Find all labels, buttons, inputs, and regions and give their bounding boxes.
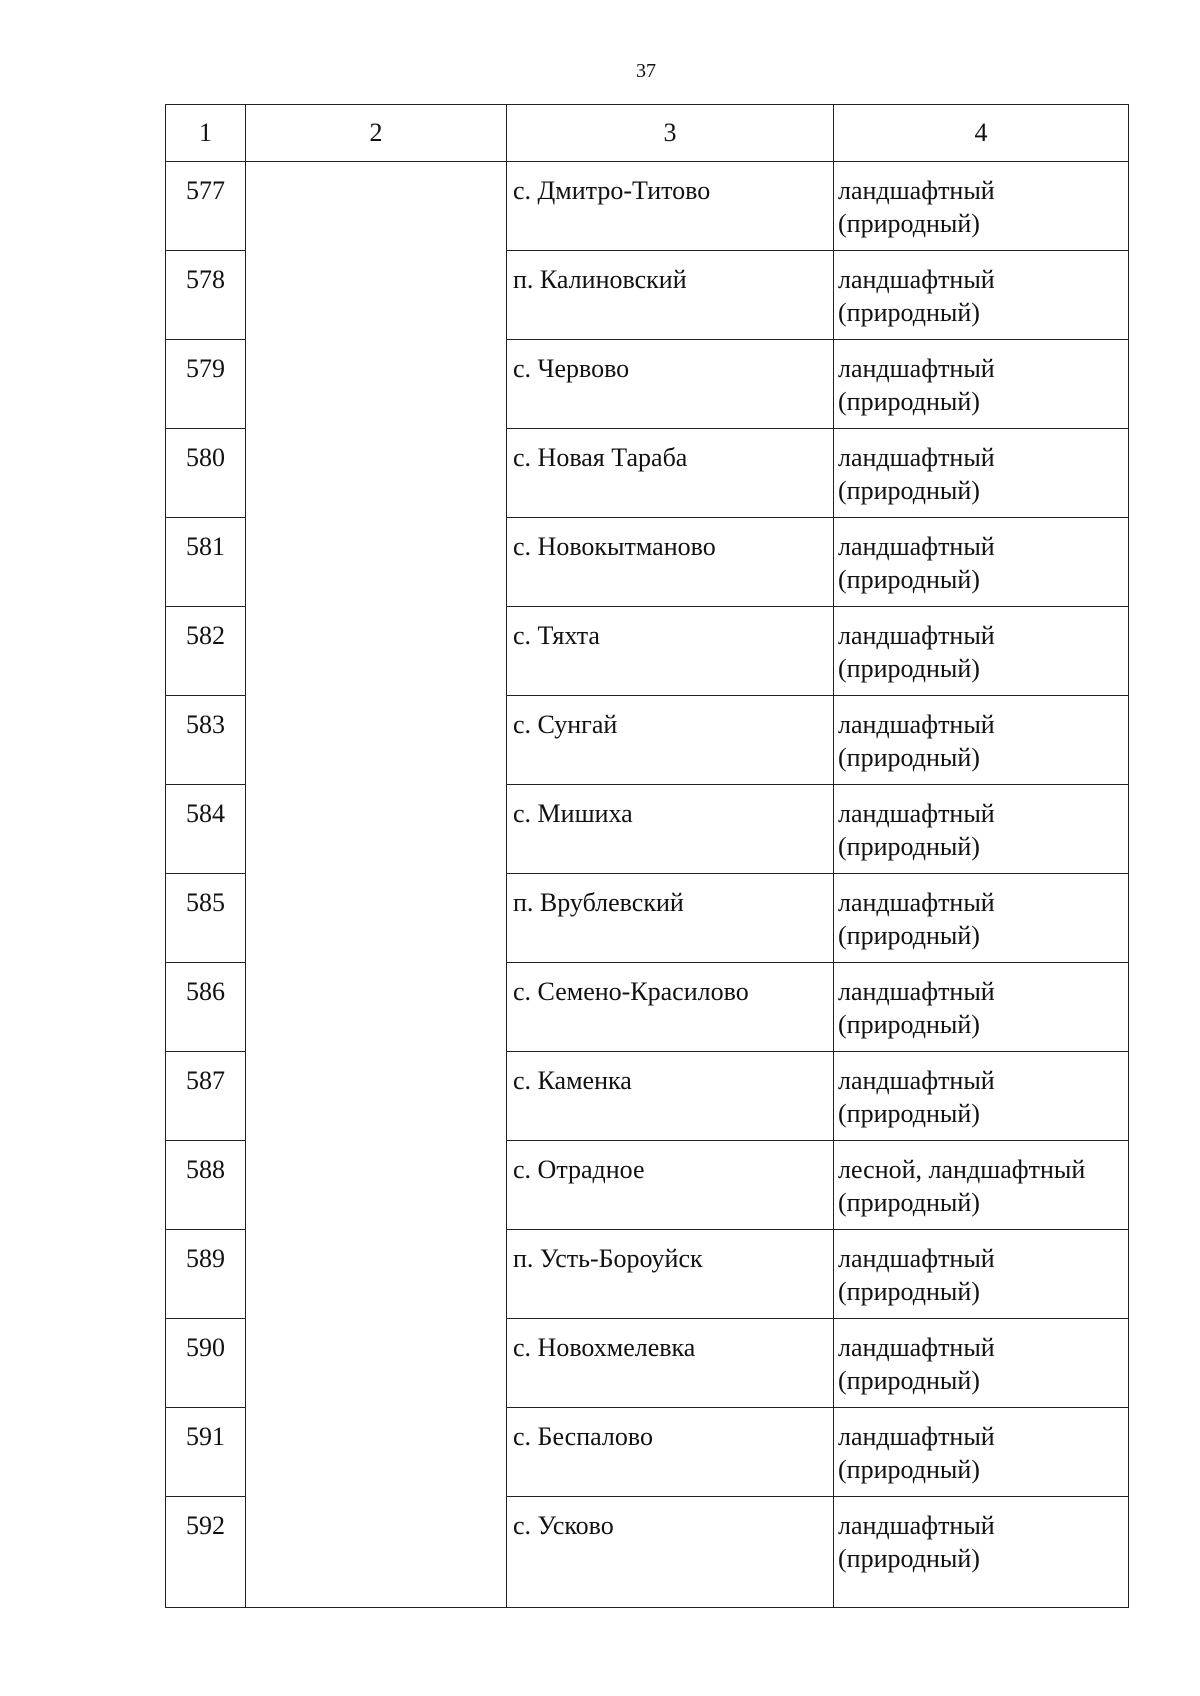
landscape-type-line1: ландшафтный	[838, 888, 995, 917]
table-row	[166, 518, 1129, 607]
row-number: 581	[166, 518, 246, 607]
row-col2-cell	[246, 607, 507, 696]
row-number: 585	[166, 874, 246, 963]
landscape-type-line1: ландшафтный	[838, 1422, 995, 1451]
settlement-name: с. Отрадное	[507, 1141, 834, 1230]
landscape-type-line2: (природный)	[838, 1455, 980, 1484]
table-body	[166, 162, 1129, 1608]
landscape-type-line1: ландшафтный	[838, 1333, 995, 1362]
row-col2-cell	[246, 518, 507, 607]
row-col2-cell	[246, 1052, 507, 1141]
settlement-name: с. Червово	[507, 340, 834, 429]
landscape-type-cell	[834, 162, 1129, 251]
landscape-type-line1: ландшафтный	[838, 621, 995, 650]
row-col2-cell	[246, 874, 507, 963]
landscape-type-cell	[834, 1408, 1129, 1497]
table-row	[166, 162, 1129, 251]
landscape-type-line1: ландшафтный	[838, 176, 995, 205]
header-col-2: 2	[246, 105, 507, 162]
landscape-type-line2: (природный)	[838, 1366, 980, 1395]
table-row	[166, 340, 1129, 429]
landscape-type-line2: (природный)	[838, 654, 980, 683]
row-number: 584	[166, 785, 246, 874]
table-row	[166, 1052, 1129, 1141]
settlement-name: с. Мишиха	[507, 785, 834, 874]
row-col2-cell	[246, 785, 507, 874]
landscape-type-cell	[834, 874, 1129, 963]
landscape-type-line1: ландшафтный	[838, 799, 995, 828]
landscape-type-line1: ландшафтный	[838, 710, 995, 739]
row-col2-cell	[246, 963, 507, 1052]
row-number: 580	[166, 429, 246, 518]
table-row	[166, 963, 1129, 1052]
landscape-type-line2: (природный)	[838, 209, 980, 238]
header-row	[166, 105, 1129, 162]
landscape-type-cell	[834, 1141, 1129, 1230]
row-number: 579	[166, 340, 246, 429]
landscape-type-line2: (природный)	[838, 565, 980, 594]
row-number: 578	[166, 251, 246, 340]
registry-table	[165, 104, 1129, 1608]
row-number: 590	[166, 1319, 246, 1408]
settlement-name: с. Каменка	[507, 1052, 834, 1141]
row-col2-cell	[246, 340, 507, 429]
settlement-name: с. Усково	[507, 1497, 834, 1608]
row-col2-cell	[246, 1141, 507, 1230]
settlement-name: п. Врублевский	[507, 874, 834, 963]
table-header	[166, 105, 1129, 162]
row-col2-cell	[246, 1319, 507, 1408]
landscape-type-line1: ландшафтный	[838, 443, 995, 472]
landscape-type-line1: ландшафтный	[838, 265, 995, 294]
landscape-type-cell	[834, 518, 1129, 607]
table-row	[166, 785, 1129, 874]
row-col2-cell	[246, 1497, 507, 1608]
row-col2-cell	[246, 1408, 507, 1497]
row-number: 582	[166, 607, 246, 696]
landscape-type-cell	[834, 251, 1129, 340]
landscape-type-line1: лесной, ландшафтный	[838, 1155, 1086, 1184]
landscape-type-cell	[834, 963, 1129, 1052]
settlement-name: с. Новокытманово	[507, 518, 834, 607]
row-number: 586	[166, 963, 246, 1052]
row-col2-cell	[246, 696, 507, 785]
landscape-type-line1: ландшафтный	[838, 532, 995, 561]
landscape-type-line2: (природный)	[838, 298, 980, 327]
settlement-name: п. Калиновский	[507, 251, 834, 340]
landscape-type-line1: ландшафтный	[838, 977, 995, 1006]
row-col2-cell	[246, 429, 507, 518]
row-number: 588	[166, 1141, 246, 1230]
settlement-name: с. Тяхта	[507, 607, 834, 696]
row-number: 587	[166, 1052, 246, 1141]
landscape-type-cell	[834, 340, 1129, 429]
table-row	[166, 1230, 1129, 1319]
landscape-type-cell	[834, 1319, 1129, 1408]
table-row	[166, 1408, 1129, 1497]
row-number: 589	[166, 1230, 246, 1319]
table-row	[166, 251, 1129, 340]
row-number: 583	[166, 696, 246, 785]
row-number: 592	[166, 1497, 246, 1608]
table-row	[166, 1141, 1129, 1230]
landscape-type-cell	[834, 607, 1129, 696]
settlement-name: с. Новохмелевка	[507, 1319, 834, 1408]
settlement-name: с. Семено-Красилово	[507, 963, 834, 1052]
row-col2-cell	[246, 1230, 507, 1319]
landscape-type-line2: (природный)	[838, 832, 980, 861]
table-row	[166, 874, 1129, 963]
landscape-type-line1: ландшафтный	[838, 1066, 995, 1095]
landscape-type-cell	[834, 1052, 1129, 1141]
landscape-type-cell	[834, 1497, 1129, 1608]
header-col-1: 1	[166, 105, 246, 162]
landscape-type-cell	[834, 785, 1129, 874]
settlement-name: с. Дмитро-Титово	[507, 162, 834, 251]
landscape-type-line2: (природный)	[838, 1010, 980, 1039]
settlement-name: п. Усть-Бороуйск	[507, 1230, 834, 1319]
settlement-name: с. Беспалово	[507, 1408, 834, 1497]
landscape-type-cell	[834, 696, 1129, 785]
header-col-3: 3	[507, 105, 834, 162]
landscape-type-line2: (природный)	[838, 1277, 980, 1306]
table-row	[166, 607, 1129, 696]
landscape-type-line2: (природный)	[838, 387, 980, 416]
row-col2-cell	[246, 251, 507, 340]
landscape-type-line1: ландшафтный	[838, 354, 995, 383]
settlement-name: с. Новая Тараба	[507, 429, 834, 518]
table-row	[166, 696, 1129, 785]
row-col2-cell	[246, 162, 507, 251]
landscape-type-line2: (природный)	[838, 476, 980, 505]
page-number: 37	[636, 60, 656, 82]
row-number: 577	[166, 162, 246, 251]
table-row	[166, 1497, 1129, 1608]
landscape-type-line2: (природный)	[838, 743, 980, 772]
landscape-type-line2: (природный)	[838, 1188, 980, 1217]
table-row	[166, 429, 1129, 518]
landscape-type-line1: ландшафтный	[838, 1511, 995, 1540]
landscape-type-cell	[834, 429, 1129, 518]
landscape-type-line2: (природный)	[838, 921, 980, 950]
settlement-name: с. Сунгай	[507, 696, 834, 785]
table-row	[166, 1319, 1129, 1408]
landscape-type-line2: (природный)	[838, 1544, 980, 1573]
landscape-type-line1: ландшафтный	[838, 1244, 995, 1273]
landscape-type-cell	[834, 1230, 1129, 1319]
landscape-type-line2: (природный)	[838, 1099, 980, 1128]
row-number: 591	[166, 1408, 246, 1497]
header-col-4: 4	[834, 105, 1129, 162]
